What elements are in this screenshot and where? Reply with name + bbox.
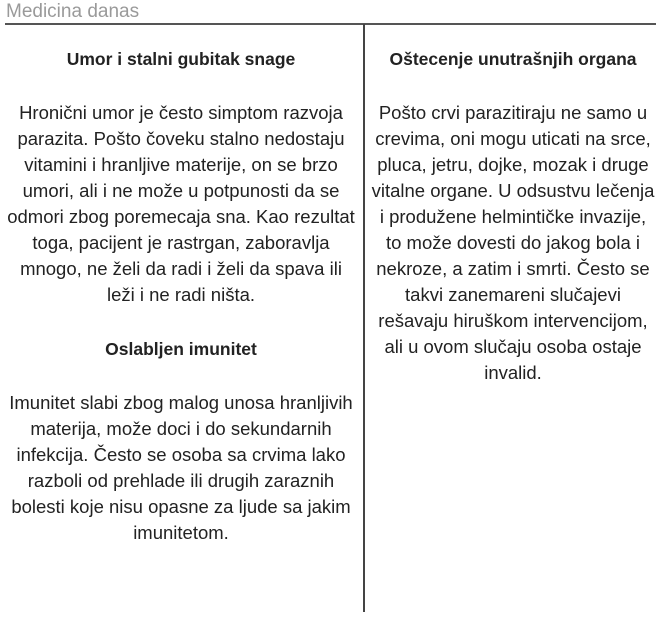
section-text-organs: Pošto crvi parazitiraju ne samo u crevima, oni mogu uticati na srce, pluca, jetru, dojke, mozak i druge vitalne organe. U odsustvu lečenja i produžene helmintičke invazije, to može dovesti do jakog bola i nekroze, a zatim i smrti. Često se takvi zanemareni slučajevi rešavaju hiruškom intervencijom, ali u ovom slučaju osoba ostaje invalid. bbox=[371, 102, 655, 383]
site-title[interactable]: Medicina danas bbox=[6, 1, 140, 22]
section-heading-immunity: Oslabljen imunitet bbox=[105, 339, 257, 359]
section-text-immunity: Imunitet slabi zbog malog unosa hranljivih materija, može doci i do sekundarnih infekcija. Često se osoba sa crvima lako razboli od prehlade ili drugih zaraznih bolesti koje nisu opasne za ljude sa jakim imunitetom. bbox=[9, 392, 353, 543]
section-text-fatigue: Hronični umor je često simptom razvoja parazita. Pošto čoveku stalno nedostaju vitamini i hranljive materije, on se brzo umori, ali i ne može u potpunosti da se odmori zbog poremecaja sna. Kao rezultat toga, pacijent je rastrgan, zaboravlja mnogo, ne želi da radi i želi da spava ili leži i ne radi ništa. bbox=[7, 102, 355, 305]
left-column bbox=[4, 44, 358, 572]
header-divider bbox=[5, 23, 656, 25]
section-heading-fatigue: Umor i stalni gubitak snage bbox=[66, 49, 296, 69]
column-divider bbox=[363, 24, 365, 612]
right-column bbox=[370, 44, 656, 412]
section-heading-organs: Oštecenje unutrašnjih organa bbox=[389, 49, 637, 69]
